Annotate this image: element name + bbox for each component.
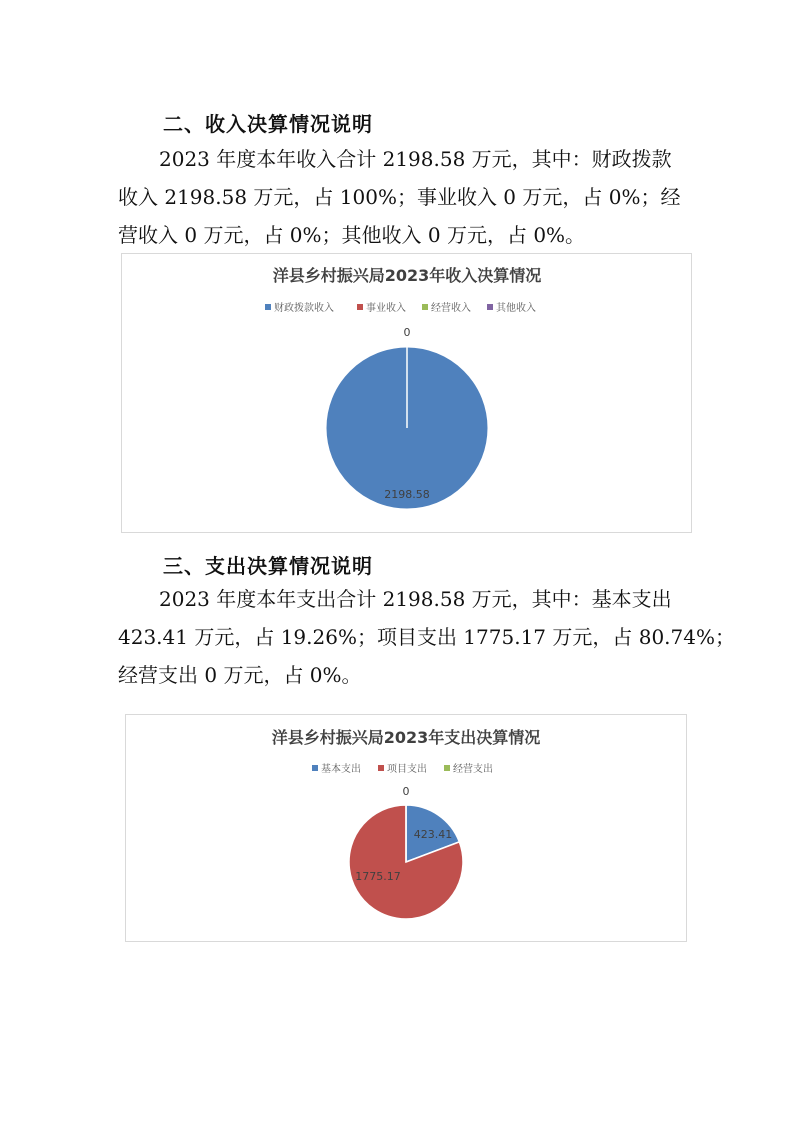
expense-data-label-project: 1775.17 xyxy=(355,870,401,883)
income-legend-label: 其他收入 xyxy=(496,303,536,314)
expense-legend-label: 经营支出 xyxy=(453,764,493,775)
expense-legend-label: 基本支出 xyxy=(321,764,361,775)
income-chart-svg xyxy=(122,254,691,532)
income-section-heading: 二、收入决算情况说明 xyxy=(163,112,373,136)
income-legend-swatch xyxy=(265,304,271,310)
expense-paragraph-line: 423.41 万元，占 19.26%；项目支出 1775.17 万元，占 80.74%； xyxy=(118,625,735,649)
expense-legend-swatch xyxy=(444,765,450,771)
expense-legend-swatch xyxy=(378,765,384,771)
income-legend-swatch xyxy=(357,304,363,310)
income-chart xyxy=(121,253,692,533)
expense-data-label-zero: 0 xyxy=(402,785,410,798)
income-legend-label: 经营收入 xyxy=(431,303,471,314)
expense-chart xyxy=(125,714,687,942)
income-chart-title: 洋县乡村振兴局2023年收入决算情况 xyxy=(272,266,542,285)
expense-data-label-basic: 423.41 xyxy=(413,828,453,841)
income-legend-label: 事业收入 xyxy=(366,303,406,314)
income-paragraph xyxy=(118,140,681,254)
income-legend-label: 财政拨款收入 xyxy=(274,303,334,314)
income-paragraph-line: 收入 2198.58 万元，占 100%；事业收入 0 万元，占 0%；经 xyxy=(118,185,681,209)
expense-paragraph xyxy=(118,580,735,694)
income-paragraph-line: 营收入 0 万元，占 0%；其他收入 0 万元，占 0%。 xyxy=(118,223,586,247)
expense-paragraph-line: 2023 年度本年支出合计 2198.58 万元，其中：基本支出 xyxy=(159,587,672,611)
expense-section-heading: 三、支出决算情况说明 xyxy=(163,554,373,578)
income-legend-swatch xyxy=(422,304,428,310)
income-paragraph-line: 2023 年度本年收入合计 2198.58 万元，其中：财政拨款 xyxy=(159,147,672,171)
income-legend-swatch xyxy=(487,304,493,310)
expense-legend-swatch xyxy=(312,765,318,771)
income-data-label-main: 2198.58 xyxy=(384,488,430,501)
expense-legend-label: 项目支出 xyxy=(387,764,427,775)
income-data-label-zero: 0 xyxy=(403,326,411,339)
expense-chart-title: 洋县乡村振兴局2023年支出决算情况 xyxy=(271,728,541,747)
expense-chart-svg xyxy=(126,715,686,941)
expense-paragraph-line: 经营支出 0 万元，占 0%。 xyxy=(118,663,362,687)
